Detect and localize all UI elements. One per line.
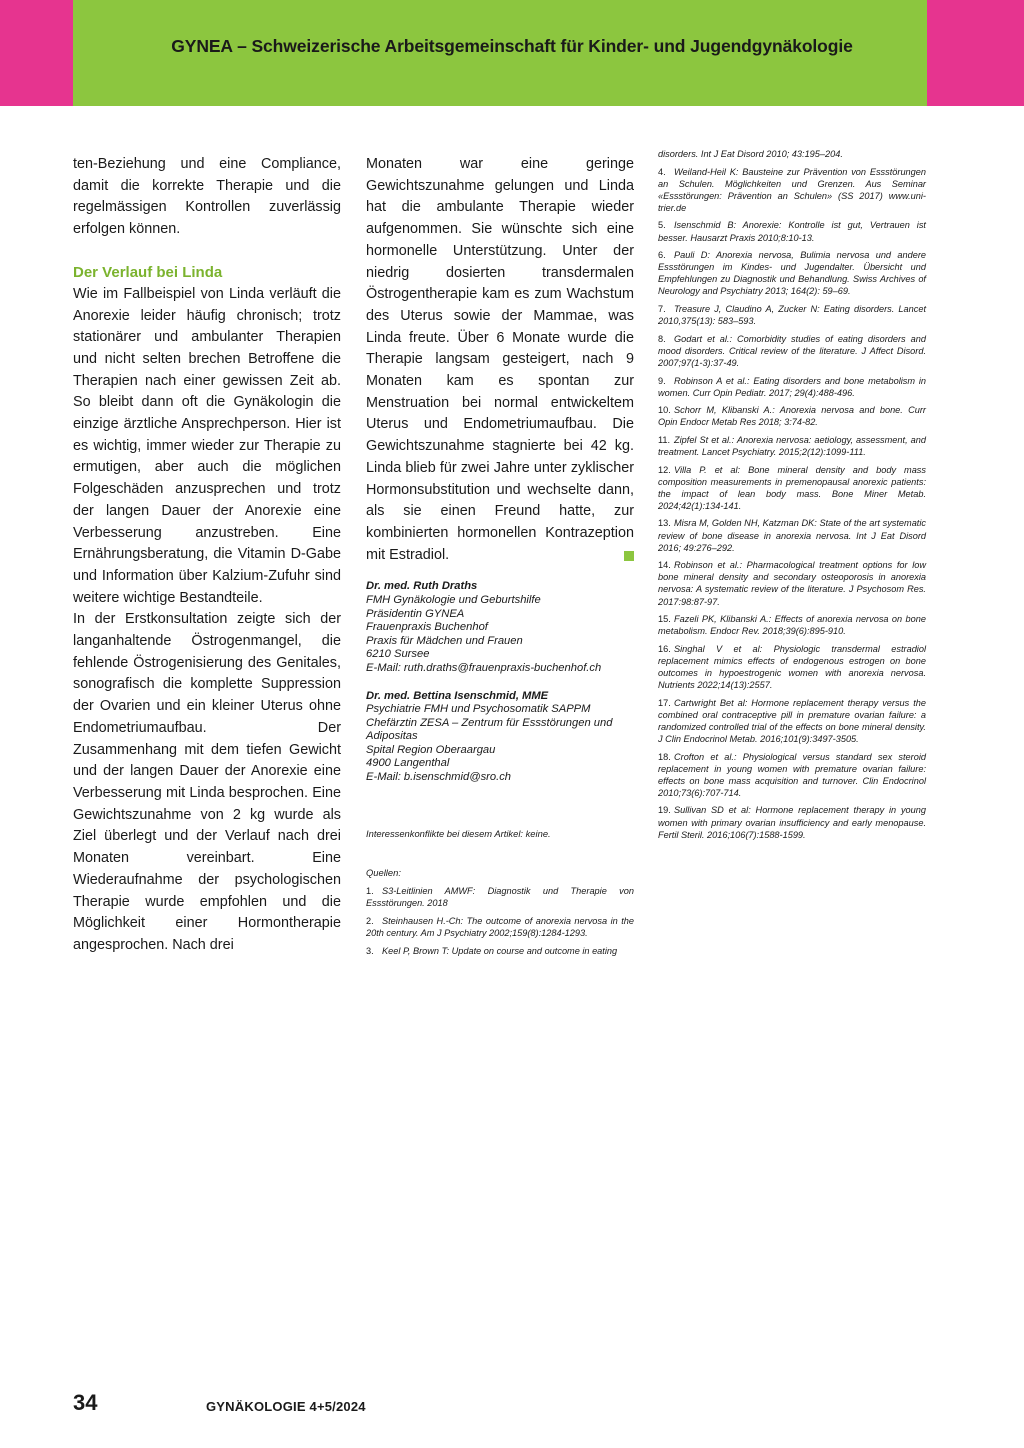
paragraph: Wie im Fallbeispiel von Linda verläuft die Anorexie leider häufig chronisch; trotz stationärer und ambulanter Therapien und nicht selten brechen Betroffene die Therapien nach einer gewissen Zeit ab. So bleibt dann oft die Gynäkologin die einzige ärztliche Ansprechperson. Hier ist es wichtig, immer wieder zur Therapie zu ermutigen, aber auch die möglichen Folgeschäden anzusprechen und trotz der langen Dauer der Anorexie eine Verbesserung anzustreben. Eine Ernährungsberatung, die Vitamin D-Gabe und Information über Kalzium-Zufuhr sind weitere wichtige Bestandteile. [73,285,341,606]
conflict-note: Interessenkonflikte bei diesem Artikel: keine. [366,827,551,839]
column-1 [73,154,341,957]
author-line: Chefärztin ZESA – Zentrum für Essstörungen und [366,716,613,729]
author-line: Adipositas [366,730,418,743]
author-line: 6210 Sursee [366,648,430,661]
reference-item: 4. Weiland-Heil K: Bausteine zur Prävention von Essstörungen an Schulen. Möglichkeiten und Grenzen. Aus Seminar «Essstörungen: Prävention an Schulen» (SS 2017) www.uni-trier.de [658,166,926,213]
page-number: 34 [73,1390,98,1415]
author-line: Präsidentin GYNEA [366,607,465,620]
author-line: Psychiatrie FMH und Psychosomatik SAPPM [366,703,591,716]
reference-item: 8. Godart et al.: Comorbidity studies of eating disorders and mood disorders. Critical review of the literature. J Affect Disord. 2007;97(1-3):37-49. [658,333,926,368]
author-block-2 [366,690,634,785]
column-3 [658,148,926,846]
sources-title: Quellen: [366,866,401,878]
reference-item: 2. Steinhausen H.-Ch: The outcome of anorexia nervosa in the 20th century. Am J Psychiatry 2002;159(8):1284-1293. [366,915,634,938]
header-title: GYNEA – Schweizerische Arbeitsgemeinschaft für Kinder- und Jugendgynäkologie [171,36,853,56]
author-line: Frauenpraxis Buchenhof [366,621,488,634]
author-line: Praxis für Mädchen und Frauen [366,634,523,647]
author-line: Spital Region Oberaargau [366,743,496,756]
reference-item: 1. S3-Leitlinien AMWF: Diagnostik und Therapie von Essstörungen. 2018 [366,885,634,908]
reference-item: 16. Singhal V et al: Physiologic transdermal estradiol replacement mimics effects of endogenous estrogen on bone outcomes in hypoestrogenic women with anorexia nervosa. Nutrients 2022;14(13):2557. [658,643,926,691]
paragraph: Monaten war eine geringe Gewichtszunahme gelungen und Linda hat die ambulante Therapie wieder aufgenommen. Sie wünschte sich eine hormonelle Unterstützung. Unter der niedrig dosierten transdermalen Östrogentherapie kam es zum Wachstum des Uterus sowie der Mammae, was Linda freute. Über 6 Monate wurde die Therapie langsam gesteigert, nach 9 Monaten kam es spontan zur Menstruation bei normal entwickeltem Uterus und Endometriumaufbau. Die Gewichtszunahme stagnierte bei 42 kg. Linda blieb für zwei Jahre unter zyklischer Hormonsubstitution und wechselte dann, als sie einen Freund hatte, zur kombinierten hormonellen Kontrazeption mit Estradiol. [366,156,634,563]
reference-list [658,166,926,841]
reference-item: 6. Pauli D: Anorexia nervosa, Bulimia nervosa und andere Essstörungen im Kindes- und Jugendalter. Übersicht und Empfehlungen zu Diagnostik und Behandlung. Swiss Archives of Neurology and Psychiatry 2013; 164(2): 59–69. [658,250,926,297]
reference-item: 10. Schorr M, Klibanski A.: Anorexia nervosa and bone. Curr Opin Endocr Metab Res 2018; 3:74-82. [658,405,926,428]
end-mark-icon [624,551,634,561]
author-line: 4900 Langenthal [366,757,450,770]
reference-list [366,885,634,957]
paragraph: ten-Beziehung und eine Compliance, damit die korrekte Therapie und die regelmässigen Kontrollen zuverlässig erfolgen können. [73,156,341,238]
reference-item: 18. Crofton et al.: Physiological versus standard sex steroid replacement in young women with premature ovarian failure: effects on bone mass acquisition and turnover. Clin Endocrinol 2010;73(6):707-714. [658,751,926,798]
reference-item: 17. Cartwright Bet al: Hormone replacement therapy versus the combined oral contraceptive pill in premature ovarian failure: a randomized controlled trial of the effects on bone mineral density. J Clin Endocrinol Metab. 2016;101(9):3497-3505. [658,697,926,744]
section-heading: Der Verlauf bei Linda [73,263,223,281]
reference-item: 5. Isenschmid B: Anorexie: Kontrolle ist gut, Vertrauen ist besser. Hausarzt Praxis 2010;8:10-13. [658,220,926,243]
reference-continuation: disorders. Int J Eat Disord 2010; 43:195–204. [658,149,843,159]
journal-name: GYNÄKOLOGIE 4+5/2024 [206,1399,366,1414]
reference-item: 7. Treasure J, Claudino A, Zucker N: Eating disorders. Lancet 2010,375(13): 583–593. [658,304,926,327]
author-email: E-Mail: ruth.draths@frauenpraxis-buchenhof.ch [366,661,602,674]
reference-item: 13. Misra M, Golden NH, Katzman DK: State of the art systematic review of bone disease in anorexia nervosa. Int J Eat Disord 2016; 49:276–292. [658,518,926,553]
reference-item: 15. Fazeli PK, Klibanski A.: Effects of anorexia nervosa on bone metabolism. Endocr Rev. 2018;39(6):895-910. [658,614,926,637]
reference-item: 3. Keel P, Brown T: Update on course and outcome in eating [366,946,618,957]
author-name: Dr. med. Ruth Draths [366,580,478,593]
author-line: FMH Gynäkologie und Geburtshilfe [366,593,541,606]
reference-item: 14. Robinson et al.: Pharmacological treatment options for low bone mineral density and secondary osteoporosis in anorexia nervosa: A systematic review of the literature. J Psychosom Res. 2017:98:87-97. [658,560,926,607]
reference-item: 12. Villa P. et al: Bone mineral density and body mass composition measurements in premenopausal anorexic patients: the impact of lean body mass. Bone Miner Metab. 2024;42(1):134-141. [658,464,926,511]
author-email: E-Mail: b.isenschmid@sro.ch [366,771,512,784]
paragraph: In der Erstkonsultation zeigte sich der langanhaltende Östrogenmangel, die fehlende Östrogenisierung des Genitales, sonografisch die komplette Suppression der Ovarien und ein kleiner Uterus ohne Endometriumaufbau. Der Zusammenhang mit dem tiefen Gewicht und der langen Dauer der Anorexie eine Verbesserung mit Linda besprochen. Eine Gewichtszunahme von 2 kg wurde als Ziel überlegt und der Verlauf nach drei Monaten vereinbart. Eine Wiederaufnahme der psychologischen Therapie wurde empfohlen und die Möglichkeit einer Hormontherapie angesprochen. Nach drei [73,611,341,953]
author-name: Dr. med. Bettina Isenschmid, MME [366,689,549,702]
column-2 [366,154,634,963]
reference-item: 9. Robinson A et al.: Eating disorders and bone metabolism in women. Curr Opin Pediatr. 2017; 29(4):488-496. [658,375,926,398]
reference-item: 11. Zipfel St et al.: Anorexia nervosa: aetiology, assessment, and treatment. Lancet Psychiatry. 2015;2(12):1099-111. [658,434,926,457]
reference-item: 19. Sullivan SD et al: Hormone replacement therapy in young women with primary ovarian insufficiency and early menopause. Fertil Steril. 2016;106(7):1588-1599. [658,805,926,840]
author-block-1 [366,580,634,675]
